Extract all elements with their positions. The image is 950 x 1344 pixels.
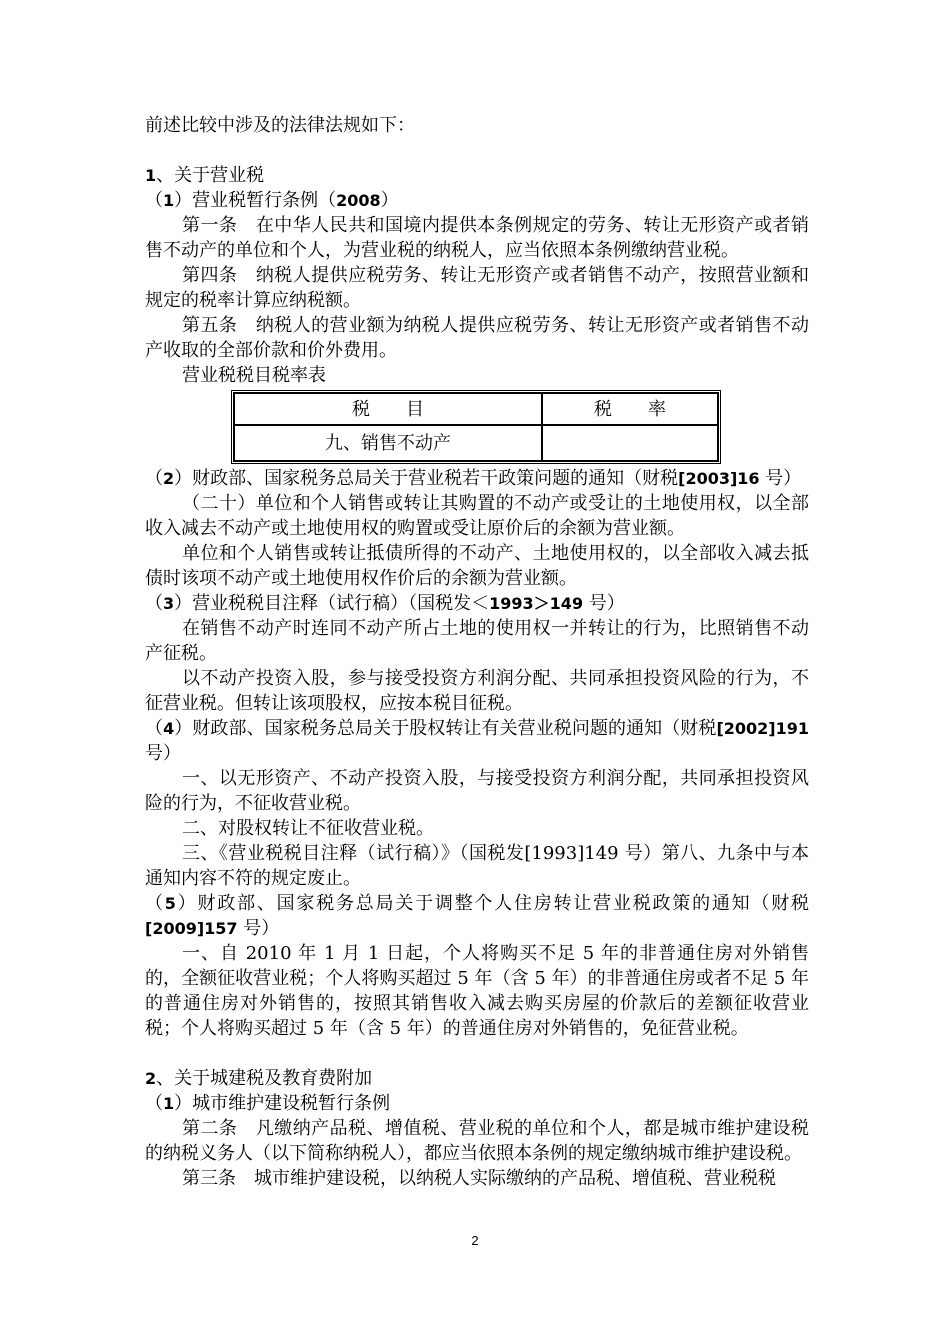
table-cell-rate (542, 425, 718, 461)
tax-rate-table (231, 390, 721, 464)
section-1-heading: 1、关于营业税 (145, 165, 265, 186)
intro-line: 前述比较中涉及的法律法规如下： (145, 115, 415, 136)
table-header-rate: 税 率 (542, 393, 718, 425)
sub-1-5-para-1: 一、自 2010 年 1 月 1 日起，个人将购买不足 5 年的非普通住房对外销售的，全额征收营业税；个人将购买超过 5 年（含 5 年）的非普通住房或者不足 5 年的普通住房对外销售的，按照其销售收入减去购买房屋的价款后的差额征收营业税；个人将购买超过 5 年（含 5 年）的普通住房对外销售的，免征营业税。 (145, 943, 809, 1039)
article-1: 第一条 在中华人民共和国境内提供本条例规定的劳务、转让无形资产或者销售不动产的单位和个人，为营业税的纳税人，应当依照本条例缴纳营业税。 (145, 215, 809, 261)
sub-1-1-heading: （1）营业税暂行条例（2008） (145, 190, 399, 211)
sub-1-4-para-1: 一、以无形资产、不动产投资入股，与接受投资方利润分配，共同承担投资风险的行为，不征收营业税。 (145, 768, 809, 814)
sub-1-4-heading: （4）财政部、国家税务总局关于股权转让有关营业税问题的通知（财税[2002]191号） (145, 718, 810, 764)
sub-2-1-heading: （1）城市维护建设税暂行条例 (145, 1093, 391, 1114)
article-4: 第四条 纳税人提供应税劳务、转让无形资产或者销售不动产，按照营业额和规定的税率计算应纳税额。 (145, 265, 809, 311)
article-5: 第五条 纳税人的营业额为纳税人提供应税劳务、转让无形资产或者销售不动产收取的全部价款和价外费用。 (145, 315, 809, 361)
sub-1-3-para-2: 以不动产投资入股，参与接受投资方利润分配、共同承担投资风险的行为，不征营业税。但转让该项股权，应按本税目征税。 (145, 668, 809, 714)
sub-1-2-heading: （2）财政部、国家税务总局关于营业税若干政策问题的通知（财税[2003]16 号） (145, 468, 802, 489)
document-body (145, 113, 809, 1191)
tax-table-caption: 营业税税目税率表 (182, 365, 326, 386)
sub-1-3-para-1: 在销售不动产时连同不动产所占土地的使用权一并转让的行为，比照销售不动产征税。 (145, 618, 809, 664)
sub-2-1-article-2: 第二条 凡缴纳产品税、增值税、营业税的单位和个人，都是城市维护建设税的纳税义务人（以下简称纳税人），都应当依照本条例的规定缴纳城市维护建设税。 (145, 1118, 809, 1164)
section-2-heading: 2、关于城建税及教育费附加 (145, 1068, 373, 1089)
sub-2-1-article-3: 第三条 城市维护建设税，以纳税人实际缴纳的产品税、增值税、营业税税 (182, 1168, 776, 1189)
sub-1-4-para-2: 二、对股权转让不征收营业税。 (182, 818, 434, 839)
sub-1-2-para-2: 单位和个人销售或转让抵债所得的不动产、土地使用权的，以全部收入减去抵债时该项不动产或土地使用权作价后的余额为营业额。 (145, 543, 809, 589)
table-header-item: 税 目 (234, 393, 542, 425)
page-number: 2 (471, 1233, 479, 1248)
sub-1-2-para-1: （二十）单位和个人销售或转让其购置的不动产或受让的土地使用权，以全部收入减去不动产或土地使用权的购置或受让原价后的余额为营业额。 (145, 493, 809, 539)
sub-1-5-heading: （5）财政部、国家税务总局关于调整个人住房转让营业税政策的通知（财税[2009]157 号） (145, 893, 810, 939)
table-cell-item: 九、销售不动产 (234, 425, 542, 461)
sub-1-4-para-3: 三、《营业税税目注释（试行稿）》（国税发[1993]149 号）第八、九条中与本通知内容不符的规定废止。 (145, 843, 809, 889)
sub-1-3-heading: （3）营业税税目注释（试行稿）（国税发＜1993＞149 号） (145, 593, 625, 614)
